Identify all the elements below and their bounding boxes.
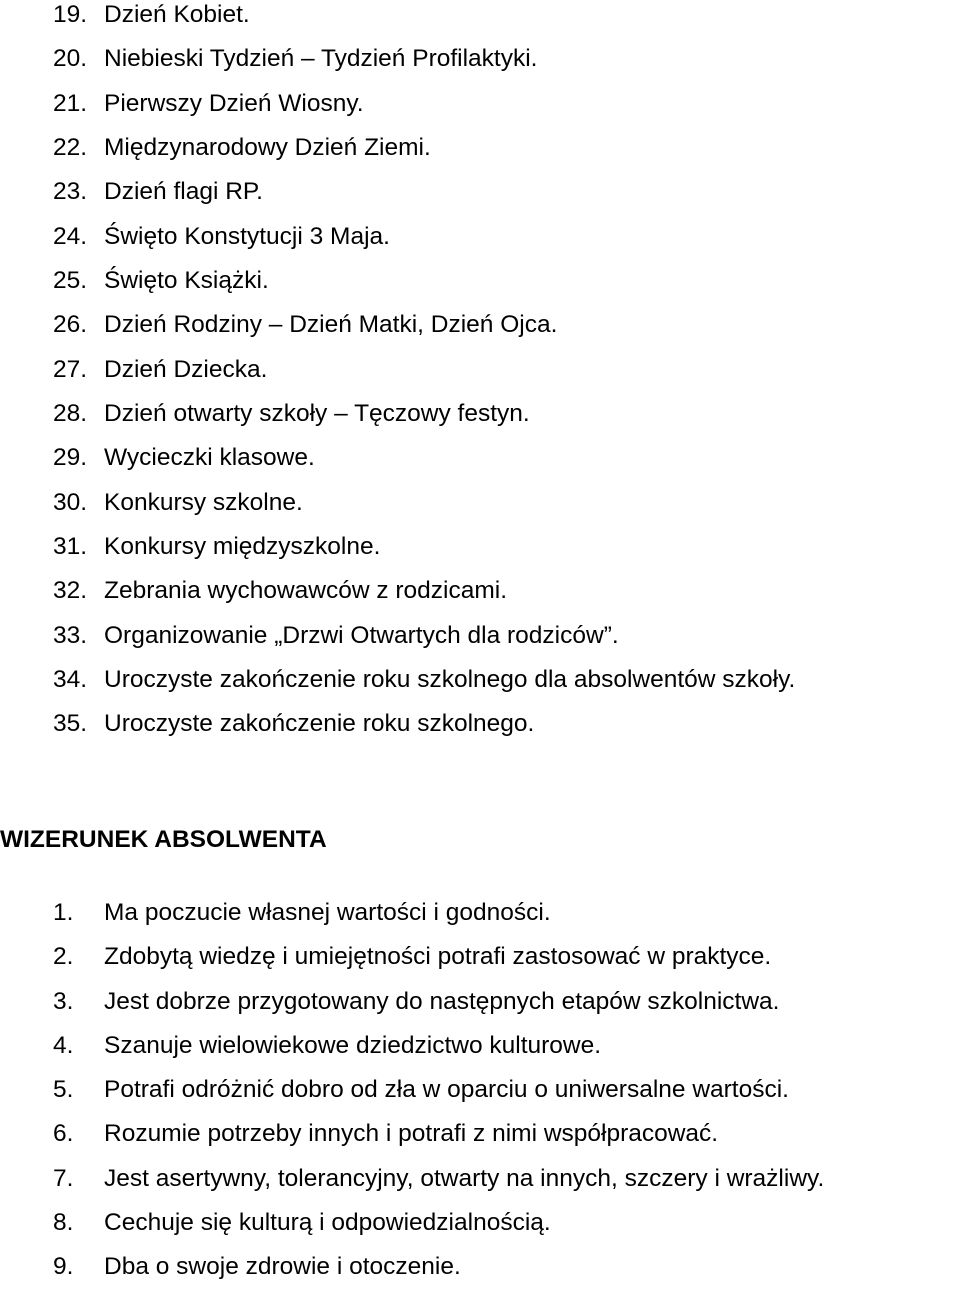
list-item-text: Dzień Kobiet. xyxy=(104,1,250,28)
event-item xyxy=(0,621,960,665)
list-item-number: 28. xyxy=(53,399,88,427)
list-item-number: 9. xyxy=(53,1253,74,1281)
event-item xyxy=(0,89,960,133)
list-item-text: Dba o swoje zdrowie i otoczenie. xyxy=(104,1253,461,1281)
event-item xyxy=(0,532,960,576)
list-item-number: 25. xyxy=(53,266,88,294)
list-item-number: 5. xyxy=(53,1076,74,1104)
list-item-text: Szanuje wielowiekowe dziedzictwo kulturowe. xyxy=(104,1031,602,1059)
list-item-text: Święto Konstytucji 3 Maja. xyxy=(104,222,390,250)
list-item-number: 2. xyxy=(53,943,74,971)
list-item-text: Cechuje się kulturą i odpowiedzialnością. xyxy=(104,1209,551,1237)
list-item-text: Jest asertywny, tolerancyjny, otwarty na innych, szczery i wrażliwy. xyxy=(104,1164,825,1192)
list-item-text: Konkursy międzyszkolne. xyxy=(104,532,381,560)
list-item-text: Dzień flagi RP. xyxy=(104,178,263,206)
list-item-number: 21. xyxy=(53,89,88,117)
list-item-text: Dzień Rodziny – Dzień Matki, Dzień Ojca. xyxy=(104,311,558,339)
trait-item xyxy=(0,1164,960,1208)
list-item-number: 29. xyxy=(53,444,88,472)
list-item-number: 7. xyxy=(53,1164,74,1192)
list-item-text: Dzień otwarty szkoły – Tęczowy festyn. xyxy=(104,399,530,427)
event-item xyxy=(0,709,960,753)
list-item-number: 30. xyxy=(53,488,88,516)
list-item-text: Konkursy szkolne. xyxy=(104,488,303,516)
list-item-text: Ma poczucie własnej wartości i godności. xyxy=(104,899,551,926)
section-heading: WIZERUNEK ABSOLWENTA xyxy=(0,826,327,853)
list-item-text: Niebieski Tydzień – Tydzień Profilaktyki. xyxy=(104,45,538,73)
list-item-text: Pierwszy Dzień Wiosny. xyxy=(104,89,364,117)
trait-item xyxy=(0,898,960,942)
list-item-text: Zebrania wychowawców z rodzicami. xyxy=(104,577,508,605)
event-item xyxy=(0,310,960,354)
event-item xyxy=(0,222,960,266)
list-item-number: 32. xyxy=(53,577,88,605)
event-item xyxy=(0,0,960,44)
event-item xyxy=(0,576,960,620)
list-item-number: 35. xyxy=(53,710,88,738)
trait-item xyxy=(0,1075,960,1119)
list-item-number: 19. xyxy=(53,1,88,28)
event-item xyxy=(0,177,960,221)
trait-item xyxy=(0,942,960,986)
event-item xyxy=(0,665,960,709)
trait-item xyxy=(0,1208,960,1252)
event-item xyxy=(0,133,960,177)
list-item-number: 20. xyxy=(53,45,88,73)
list-item-number: 4. xyxy=(53,1031,74,1059)
event-item xyxy=(0,44,960,88)
list-item-number: 23. xyxy=(53,178,88,206)
list-item-number: 27. xyxy=(53,355,88,383)
event-item xyxy=(0,443,960,487)
trait-item xyxy=(0,1119,960,1163)
event-item xyxy=(0,266,960,310)
event-item xyxy=(0,399,960,443)
list-item-number: 33. xyxy=(53,621,88,649)
list-item-number: 31. xyxy=(53,532,88,560)
list-item-text: Święto Książki. xyxy=(104,266,269,294)
list-item-number: 6. xyxy=(53,1120,74,1148)
list-item-text: Dzień Dziecka. xyxy=(104,355,268,383)
list-item-text: Organizowanie „Drzwi Otwartych dla rodziców”. xyxy=(104,621,619,649)
list-item-text: Międzynarodowy Dzień Ziemi. xyxy=(104,133,431,161)
list-item-number: 22. xyxy=(53,133,88,161)
trait-item xyxy=(0,1252,960,1296)
event-item xyxy=(0,355,960,399)
list-item-text: Potrafi odróżnić dobro od zła w oparciu o uniwersalne wartości. xyxy=(104,1076,789,1104)
list-item-text: Uroczyste zakończenie roku szkolnego dla absolwentów szkoły. xyxy=(104,665,796,693)
list-item-text: Uroczyste zakończenie roku szkolnego. xyxy=(104,710,535,738)
list-item-number: 26. xyxy=(53,311,88,339)
list-item-number: 1. xyxy=(53,899,74,926)
list-item-number: 3. xyxy=(53,987,74,1015)
list-item-text: Rozumie potrzeby innych i potrafi z nimi współpracować. xyxy=(104,1120,719,1148)
list-item-text: Zdobytą wiedzę i umiejętności potrafi zastosować w praktyce. xyxy=(104,943,772,971)
list-item-text: Wycieczki klasowe. xyxy=(104,444,315,472)
list-item-number: 34. xyxy=(53,665,88,693)
list-item-text: Jest dobrze przygotowany do następnych etapów szkolnictwa. xyxy=(104,987,780,1015)
trait-item xyxy=(0,1031,960,1075)
event-item xyxy=(0,488,960,532)
trait-item xyxy=(0,987,960,1031)
graduate-traits-list xyxy=(0,898,960,1297)
list-item-number: 24. xyxy=(53,222,88,250)
list-item-number: 8. xyxy=(53,1209,74,1237)
